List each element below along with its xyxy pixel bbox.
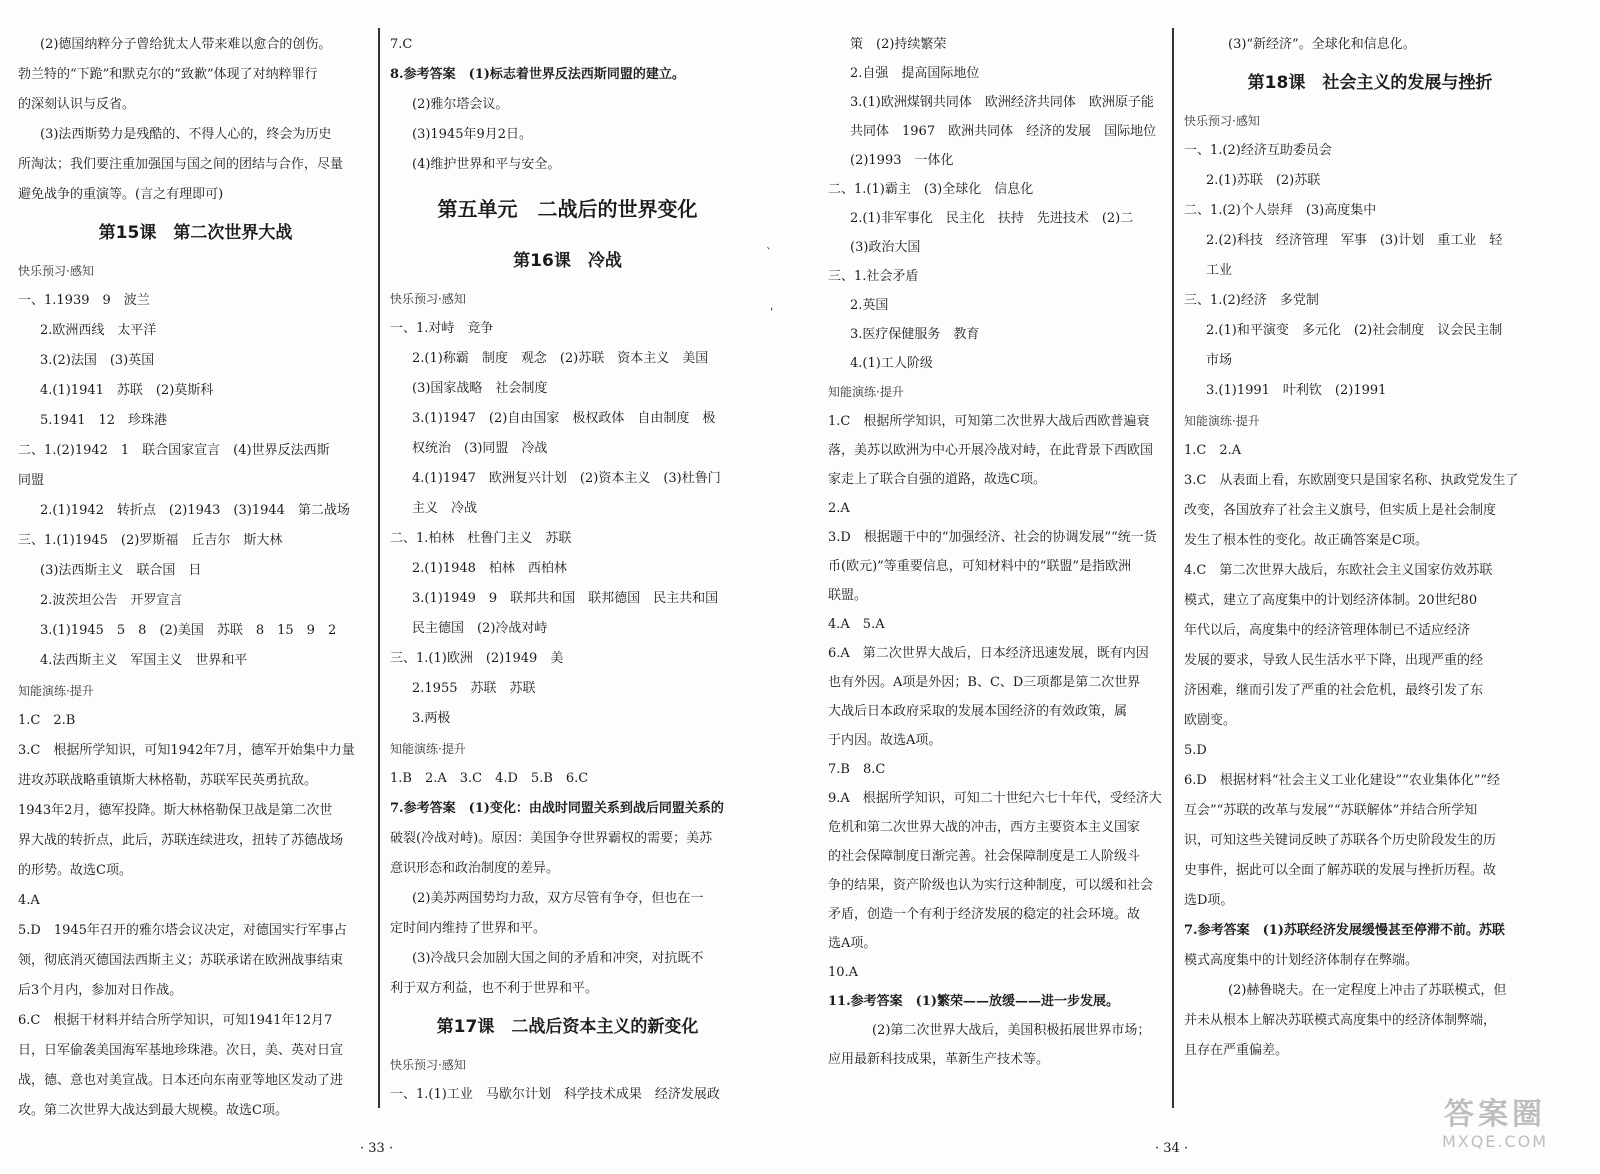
answer-line: 1943年2月，德军投降。斯大林格勒保卫战是第二次世 — [18, 803, 333, 818]
answer-line: 9.A 根据所学知识，可知二十世纪六七十年代，受经济大 — [828, 791, 1162, 806]
answer-line: 10.A — [828, 965, 859, 980]
answer-line: (3)冷战只会加剧大国之间的矛盾和冲突，对抗既不 — [412, 951, 704, 966]
answer-line: 6.A 第二次世界大战后，日本经济迅速发展，既有内因 — [828, 646, 1149, 661]
answer-line: 3.两极 — [412, 711, 451, 726]
answer-line: (2)雅尔塔会议。 — [412, 97, 509, 112]
answer-line: 7.C — [390, 37, 413, 52]
page-number: · 34 · — [1155, 1141, 1189, 1156]
answer-line: 所淘汰；我们要注重加强国与国之间的团结与合作，尽量 — [18, 157, 344, 172]
answer-line: 危机和第二次世界大战的冲击，西方主要资本主义国家 — [828, 820, 1141, 835]
answer-line: 4.A 5.A — [828, 617, 885, 632]
answer-line: 5.1941 12 珍珠港 — [40, 413, 168, 428]
answer-line: 4.法西斯主义 军国主义 世界和平 — [40, 653, 248, 668]
answer-line: 三、1.(2)经济 多党制 — [1184, 293, 1319, 308]
answer-line: 2.1955 苏联 苏联 — [412, 681, 536, 696]
answer-line: 家走上了联合自强的道路，故选C项。 — [828, 472, 1046, 487]
answer-line: 2.(2)科技 经济管理 军事 (3)计划 重工业 轻 — [1206, 233, 1503, 248]
answer-line: 改变，各国放弃了社会主义旗号，但实质上是社会制度 — [1184, 503, 1497, 518]
answer-line: 的深刻认识与反省。 — [18, 97, 136, 112]
answer-line: 3.C 从表面上看，东欧剧变只是国家名称、执政党发生了 — [1184, 473, 1519, 488]
answer-line: 3.D 根据题干中的“加强经济、社会的协调发展”“统一货 — [828, 530, 1157, 545]
answer-line: 同盟 — [18, 473, 45, 488]
answer-line: 界大战的转折点，此后，苏联连续进攻，扭转了苏德战场 — [18, 833, 344, 848]
answer-line: 共同体 1967 欧洲共同体 经济的发展 国际地位 — [850, 124, 1157, 139]
margin-mark: ˋ — [766, 246, 772, 260]
answer-line: (4)维护世界和平与安全。 — [412, 157, 561, 172]
answer-line: 一、1.(2)经济互助委员会 — [1184, 143, 1332, 158]
answer-line: 1.C 2.A — [1184, 443, 1242, 458]
answer-line: 3.(1)1949 9 联邦共和国 联邦德国 民主共和国 — [412, 591, 719, 606]
answer-line: 并未从根本上解决苏联模式高度集中的经济体制弊端， — [1184, 1013, 1497, 1028]
answer-line: 7.B 8.C — [828, 762, 886, 777]
answer-line: 发生了根本性的变化。故正确答案是C项。 — [1184, 533, 1428, 548]
answer-line: 2.英国 — [850, 298, 889, 313]
answer-line: 6.D 根据材料“社会主义工业化建设”“农业集体化”“经 — [1184, 773, 1501, 788]
answer-line: 的形势。故选C项。 — [18, 863, 132, 878]
answer-line: 勃兰特的“下跪”和默克尔的“致歉”体现了对纳粹罪行 — [18, 67, 318, 82]
margin-mark: ˌ — [770, 298, 774, 312]
answer-line: 意识形态和政治制度的差异。 — [390, 861, 560, 876]
column-divider — [378, 28, 380, 1108]
page-number: · 33 · — [360, 1141, 394, 1156]
answer-line: 2.A — [828, 501, 850, 516]
answer-line: (2)第二次世界大战后，美国积极拓展世界市场； — [872, 1023, 1151, 1038]
answer-line: 一、1.(1)工业 马歇尔计划 科学技术成果 经济发展政 — [390, 1087, 720, 1102]
answer-line: 3.(1)1991 叶利钦 (2)1991 — [1206, 383, 1387, 398]
answer-line: 且存在严重偏差。 — [1184, 1043, 1289, 1058]
section-label: 知能演练·提升 — [390, 742, 466, 756]
answer-line: 模式，建立了高度集中的计划经济体制。20世纪80 — [1184, 593, 1478, 608]
answer-line: 二、1.柏林 杜鲁门主义 苏联 — [390, 531, 572, 546]
answer-line: (3)1945年9月2日。 — [412, 127, 533, 142]
answer-line: 2.欧洲西线 太平洋 — [40, 323, 157, 338]
answer-line: 进攻苏联战略重镇斯大林格勒，苏联军民英勇抗敌。 — [18, 773, 318, 788]
answer-line: 联盟。 — [828, 588, 868, 603]
answer-line: 争的结果，资产阶级也认为实行这种制度，可以缓和社会 — [828, 878, 1154, 893]
answer-line: 识，可知这些关键词反映了苏联各个历史阶段发生的历 — [1184, 833, 1497, 848]
answer-line: 4.C 第二次世界大战后，东欧社会主义国家仿效苏联 — [1184, 563, 1493, 578]
answer-line: 7.参考答案 (1)变化：由战时同盟关系到战后同盟关系的 — [390, 801, 724, 816]
answer-line: 4.(1)1941 苏联 (2)莫斯科 — [40, 383, 214, 398]
section-label: 知能演练·提升 — [1184, 414, 1260, 428]
lesson-heading: 第16课 冷战 — [513, 251, 622, 271]
answer-line: 选A项。 — [828, 936, 877, 951]
answer-line: 三、1.(1)1945 (2)罗斯福 丘吉尔 斯大林 — [18, 533, 283, 548]
answer-line: 主义 冷战 — [412, 501, 478, 516]
section-label: 知能演练·提升 — [828, 385, 904, 399]
answer-line: 于内因。故选A项。 — [828, 733, 942, 748]
answer-line: 矛盾，创造一个有利于经济发展的稳定的社会环境。故 — [828, 907, 1141, 922]
answer-line: 选D项。 — [1184, 893, 1234, 908]
left-page-column-1 — [18, 30, 373, 1126]
watermark-text: 答案圈 — [1444, 1097, 1546, 1132]
answer-line: 发展的要求，导致人民生活水平下降，出现严重的经 — [1184, 653, 1484, 668]
answer-line: 3.(1)1945 5 8 (2)美国 苏联 8 15 9 2 — [40, 623, 337, 638]
answer-line: 4.(1)1947 欧洲复兴计划 (2)资本主义 (3)杜鲁门 — [412, 471, 721, 486]
answer-line: (2)赫鲁晓夫。在一定程度上冲击了苏联模式，但 — [1228, 983, 1507, 998]
answer-line: 二、1.(1)霸主 (3)全球化 信息化 — [828, 182, 1034, 197]
answer-line: 6.C 根据干材料并结合所学知识，可知1941年12月7 — [18, 1013, 333, 1028]
answer-line: 4.(1)工人阶级 — [850, 356, 933, 371]
column-divider — [1172, 28, 1174, 1108]
answer-line: 避免战争的重演等。(言之有理即可) — [18, 187, 224, 202]
answer-line: 2.(1)和平演变 多元化 (2)社会制度 议会民主制 — [1206, 323, 1503, 338]
answer-line: 1.B 2.A 3.C 4.D 5.B 6.C — [390, 771, 589, 786]
answer-line: 一、1.1939 9 波兰 — [18, 293, 150, 308]
right-page — [810, 0, 1600, 1174]
left-page-column-2 — [390, 30, 745, 1110]
answer-line: 5.D 1945年召开的雅尔塔会议决定，对德国实行军事占 — [18, 923, 347, 938]
answer-line: 应用最新科技成果，革新生产技术等。 — [828, 1052, 1050, 1067]
answer-line: 8.参考答案 (1)标志着世界反法西斯同盟的建立。 — [390, 67, 685, 82]
answer-line: 2.(1)非军事化 民主化 扶持 先进技术 (2)二 — [850, 211, 1134, 226]
answer-line: (3)法西斯主义 联合国 日 — [40, 563, 202, 578]
answer-line: (2)美苏两国势均力敌，双方尽管有争夺，但也在一 — [412, 891, 704, 906]
answer-line: 济困难，继而引发了严重的社会危机，最终引发了东 — [1184, 683, 1484, 698]
answer-line: 1.C 根据所学知识，可知第二次世界大战后西欧普遍衰 — [828, 414, 1150, 429]
answer-line: 史事件，据此可以全面了解苏联的发展与挫折历程。故 — [1184, 863, 1497, 878]
answer-line: 2.(1)1948 柏林 西柏林 — [412, 561, 567, 576]
answer-line: 权统治 (3)同盟 冷战 — [412, 441, 548, 456]
answer-line: (2)德国纳粹分子曾给犹太人带来难以愈合的创伤。 — [40, 37, 332, 52]
answer-line: 年代以后，高度集中的经济管理体制已不适应经济 — [1184, 623, 1471, 638]
answer-line: 2.波茨坦公告 开罗宣言 — [40, 593, 183, 608]
lesson-heading: 第18课 社会主义的发展与挫折 — [1247, 73, 1493, 93]
answer-line: 3.医疗保健服务 教育 — [850, 327, 980, 342]
answer-line: 2.自强 提高国际地位 — [850, 66, 980, 81]
answer-line: 工业 — [1206, 263, 1233, 278]
answer-line: 破裂(冷战对峙)。原因：美国争夺世界霸权的需要；美苏 — [390, 831, 713, 846]
answer-line: 市场 — [1206, 353, 1233, 368]
answer-line: 三、1.(1)欧洲 (2)1949 美 — [390, 651, 564, 666]
answer-line: 2.(1)称霸 制度 观念 (2)苏联 资本主义 美国 — [412, 351, 709, 366]
answer-line: 二、1.(2)个人崇拜 (3)高度集中 — [1184, 203, 1377, 218]
section-label: 知能演练·提升 — [18, 684, 94, 698]
answer-line: 的社会保障制度日渐完善。社会保障制度是工人阶级斗 — [828, 849, 1141, 864]
watermark-logo — [1420, 1098, 1570, 1156]
answer-line: 策 (2)持续繁荣 — [850, 37, 947, 52]
answer-line: 定时间内维持了世界和平。 — [390, 921, 547, 936]
answer-line: 币(欧元)”等重要信息，可知材料中的“联盟”是指欧洲 — [828, 559, 1132, 574]
answer-line: 大战后日本政府采取的发展本国经济的有效政策，属 — [828, 704, 1128, 719]
answer-line: 1.C 2.B — [18, 713, 76, 728]
lesson-heading: 第17课 二战后资本主义的新变化 — [436, 1017, 699, 1037]
answer-line: 2.(1)1942 转折点 (2)1943 (3)1944 第二战场 — [40, 503, 350, 518]
answer-line: 2.(1)苏联 (2)苏联 — [1206, 173, 1321, 188]
answer-line: (3)法西斯势力是残酷的、不得人心的，终会为历史 — [40, 127, 332, 142]
answer-line: 后3个月内，参加对日作战。 — [18, 983, 183, 998]
section-label: 快乐预习·感知 — [18, 264, 94, 278]
answer-line: (2)1993 一体化 — [850, 153, 954, 168]
answer-line: 领，彻底消灭德国法西斯主义；苏联承诺在欧洲战事结束 — [18, 953, 344, 968]
watermark-url: MXQE.COM — [1441, 1132, 1549, 1151]
left-page — [0, 0, 790, 1174]
answer-line: 落，美苏以欧洲为中心开展冷战对峙，在此背景下西欧国 — [828, 443, 1154, 458]
answer-line: 日，日军偷袭美国海军基地珍珠港。次日，美、英对日宣 — [18, 1043, 344, 1058]
answer-line: 11.参考答案 (1)繁荣——放缓——进一步发展。 — [828, 994, 1119, 1009]
answer-line: 二、1.(2)1942 1 联合国家宣言 (4)世界反法西斯 — [18, 443, 330, 458]
right-page-column-2 — [1184, 30, 1556, 1066]
answer-line: 民主德国 (2)冷战对峙 — [412, 621, 548, 636]
answer-line: 攻。第二次世界大战达到最大规模。故选C项。 — [18, 1103, 288, 1118]
section-label: 快乐预习·感知 — [1184, 114, 1260, 128]
right-page-column-1 — [828, 30, 1173, 1074]
section-label: 快乐预习·感知 — [390, 1058, 466, 1072]
answer-line: 互会”“苏联的改革与发展”“苏联解体”并结合所学知 — [1184, 803, 1478, 818]
answer-line: (3)国家战略 社会制度 — [412, 381, 548, 396]
answer-line: 3.(1)1947 (2)自由国家 极权政体 自由制度 极 — [412, 411, 716, 426]
section-label: 快乐预习·感知 — [390, 292, 466, 306]
answer-line: 3.(1)欧洲煤钢共同体 欧洲经济共同体 欧洲原子能 — [850, 95, 1154, 110]
answer-line: 利于双方利益，也不利于世界和平。 — [390, 981, 599, 996]
answer-line: 3.C 根据所学知识，可知1942年7月，德军开始集中力量 — [18, 743, 355, 758]
answer-line: (3)“新经济”。全球化和信息化。 — [1228, 37, 1416, 52]
answer-line: 模式高度集中的计划经济体制存在弊端。 — [1184, 953, 1419, 968]
answer-line: 也有外因。A项是外因；B、C、D三项都是第二次世界 — [828, 675, 1141, 690]
answer-line: 一、1.对峙 竞争 — [390, 321, 494, 336]
answer-line: (3)政治大国 — [850, 240, 921, 255]
answer-line: 7.参考答案 (1)苏联经济发展缓慢甚至停滞不前。苏联 — [1184, 923, 1505, 938]
unit-heading: 第五单元 二战后的世界变化 — [437, 197, 698, 221]
answer-line: 战，德、意也对美宣战。日本还向东南亚等地区发动了进 — [18, 1073, 344, 1088]
answer-line: 欧剧变。 — [1184, 713, 1237, 728]
lesson-heading: 第15课 第二次世界大战 — [98, 223, 293, 243]
answer-line: 4.A — [18, 893, 40, 908]
answer-line: 三、1.社会矛盾 — [828, 269, 919, 284]
answer-line: 5.D — [1184, 743, 1207, 758]
answer-line: 3.(2)法国 (3)英国 — [40, 353, 155, 368]
